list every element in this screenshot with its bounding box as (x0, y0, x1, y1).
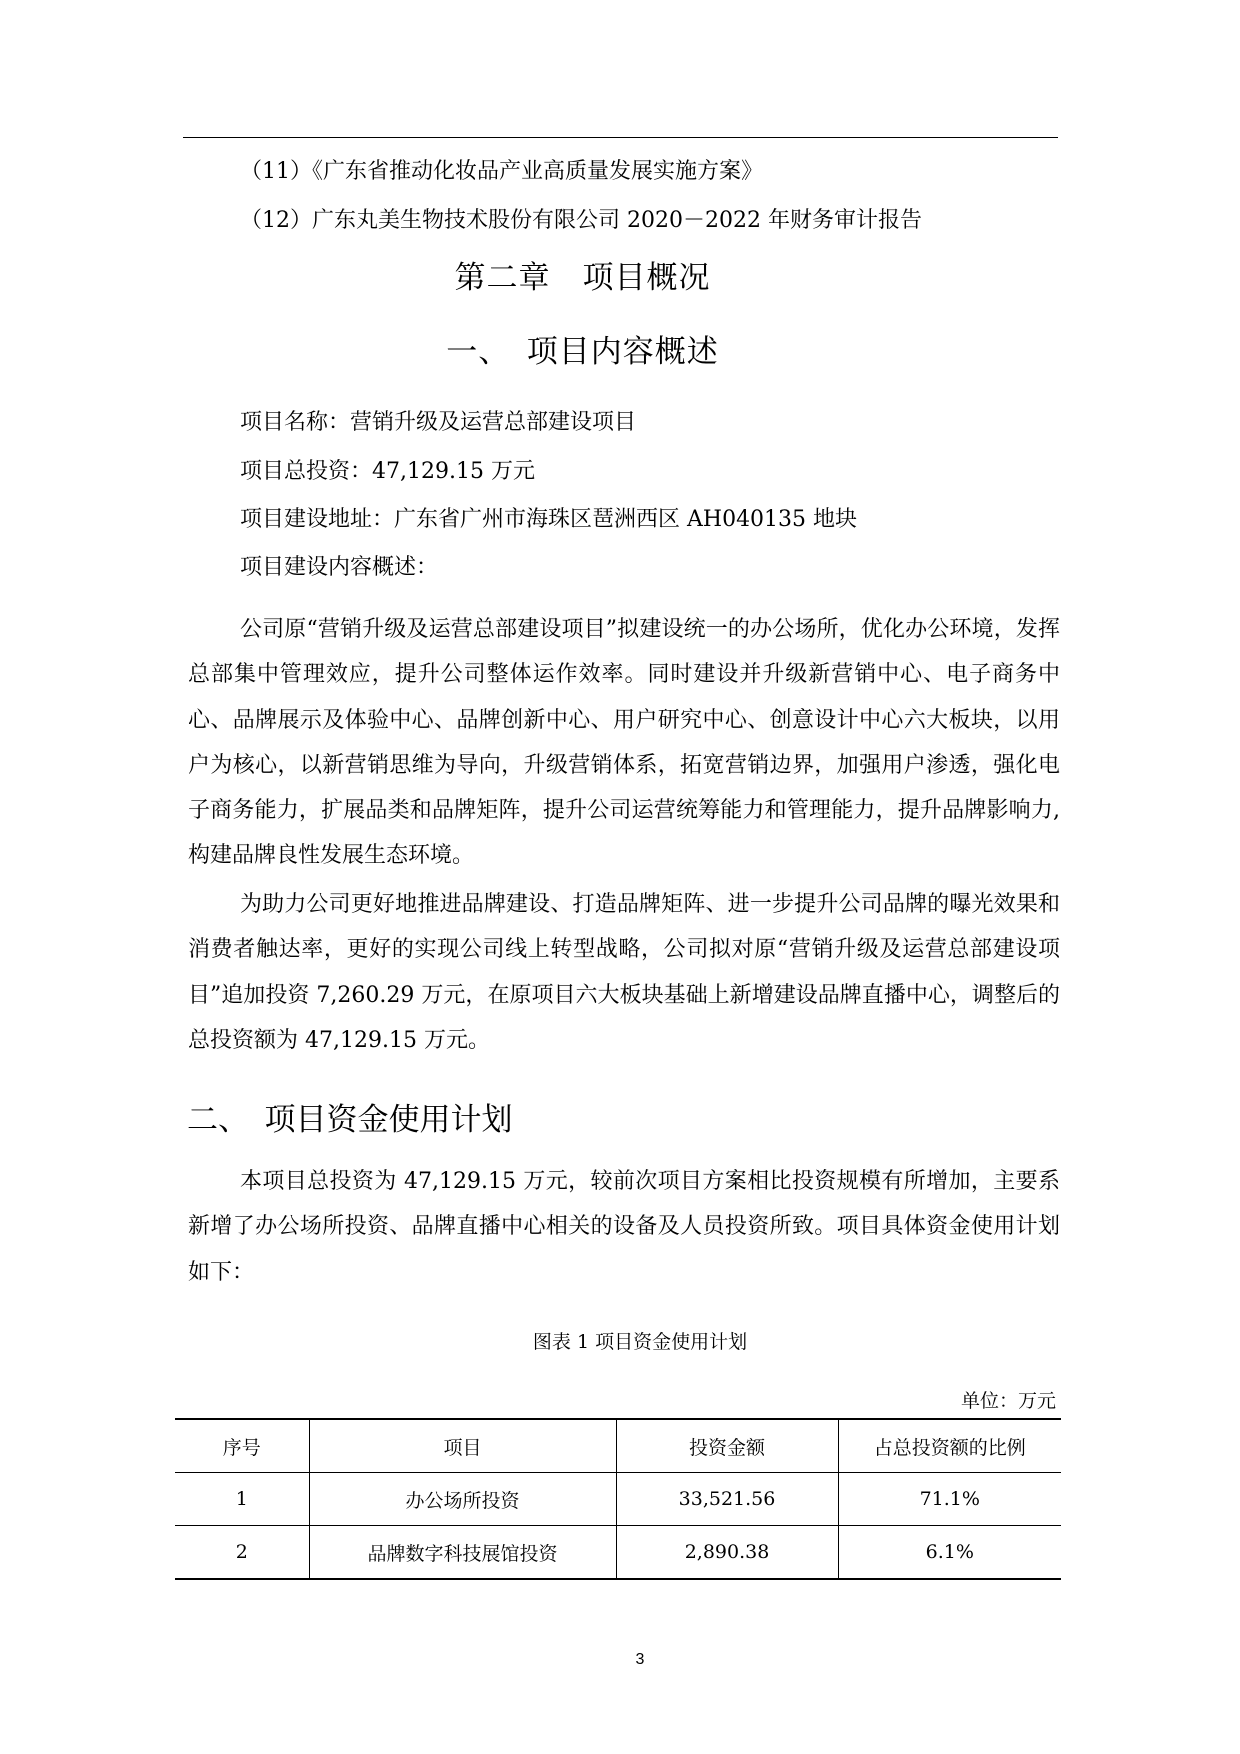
cell-item: 品牌数字科技展馆投资 (309, 1526, 616, 1580)
header-cell-item: 项目 (309, 1419, 616, 1473)
table-row (175, 1526, 1061, 1580)
project-name: 项目名称：营销升级及运营总部建设项目 (240, 410, 637, 435)
table-header-row (175, 1419, 1061, 1473)
cell-amount: 33,521.56 (616, 1473, 838, 1526)
cell-amount: 2,890.38 (616, 1526, 838, 1580)
cell-index: 2 (175, 1526, 309, 1580)
project-site-address: 项目建设地址：广东省广州市海珠区琶洲西区 AH040135 地块 (240, 507, 858, 532)
table-unit: 单位：万元 (960, 1390, 1056, 1412)
header-cell-index: 序号 (175, 1419, 309, 1473)
project-total-investment: 项目总投资：47,129.15 万元 (240, 459, 535, 484)
fund-plan-table (175, 1418, 1061, 1580)
cell-ratio: 6.1% (838, 1526, 1061, 1580)
cell-index: 1 (175, 1473, 309, 1526)
section-1-heading: 一、 项目内容概述 (446, 334, 719, 370)
header-cell-amount: 投资金额 (616, 1419, 838, 1473)
chapter-title: 第二章 项目概况 (454, 260, 711, 296)
reference-item-12: （12）广东丸美生物技术股份有限公司 2020－2022 年财务审计报告 (240, 208, 922, 233)
cell-ratio: 71.1% (838, 1473, 1061, 1526)
section-2-heading: 二、 项目资金使用计划 (187, 1102, 513, 1138)
reference-item-11: （11）《广东省推动化妆品产业高质量发展实施方案》 (240, 159, 763, 184)
project-content-label: 项目建设内容概述： (240, 555, 439, 580)
cell-item: 办公场所投资 (309, 1473, 616, 1526)
page-number: 3 (635, 1651, 645, 1668)
fund-plan-paragraph: 本项目总投资为 47,129.15 万元，较前次项目方案相比投资规模有所增加，主要系新增了办公场所投资、品牌直播中心相关的设备及人员投资所致。项目具体资金使用计划如下： (188, 1169, 1060, 1285)
content-paragraph-1: 公司原“营销升级及运营总部建设项目”拟建设统一的办公场所，优化办公环境，发挥总部集中管理效应，提升公司整体运作效率。同时建设并升级新营销中心、电子商务中心、品牌展示及体验中心、品牌创新中心、用户研究中心、创意设计中心六大板块，以用户为核心，以新营销思维为导向，升级营销体系，拓宽营销边界，加强用户渗透，强化电子商务能力，扩展品类和品牌矩阵，提升公司运营统筹能力和管理能力，提升品牌影响力,构建品牌良性发展生态环境。 (188, 617, 1060, 869)
content-paragraph-2: 为助力公司更好地推进品牌建设、打造品牌矩阵、进一步提升公司品牌的曝光效果和消费者触达率，更好的实现公司线上转型战略，公司拟对原“营销升级及运营总部建设项目”追加投资 7,260.29 万元，在原项目六大板块基础上新增建设品牌直播中心，调整后的总投资额为 47,129.15 万元。 (188, 892, 1060, 1053)
header-cell-ratio: 占总投资额的比例 (838, 1419, 1061, 1473)
header-rule (183, 137, 1058, 138)
table-caption: 图表 1 项目资金使用计划 (532, 1331, 748, 1353)
table-row (175, 1473, 1061, 1526)
